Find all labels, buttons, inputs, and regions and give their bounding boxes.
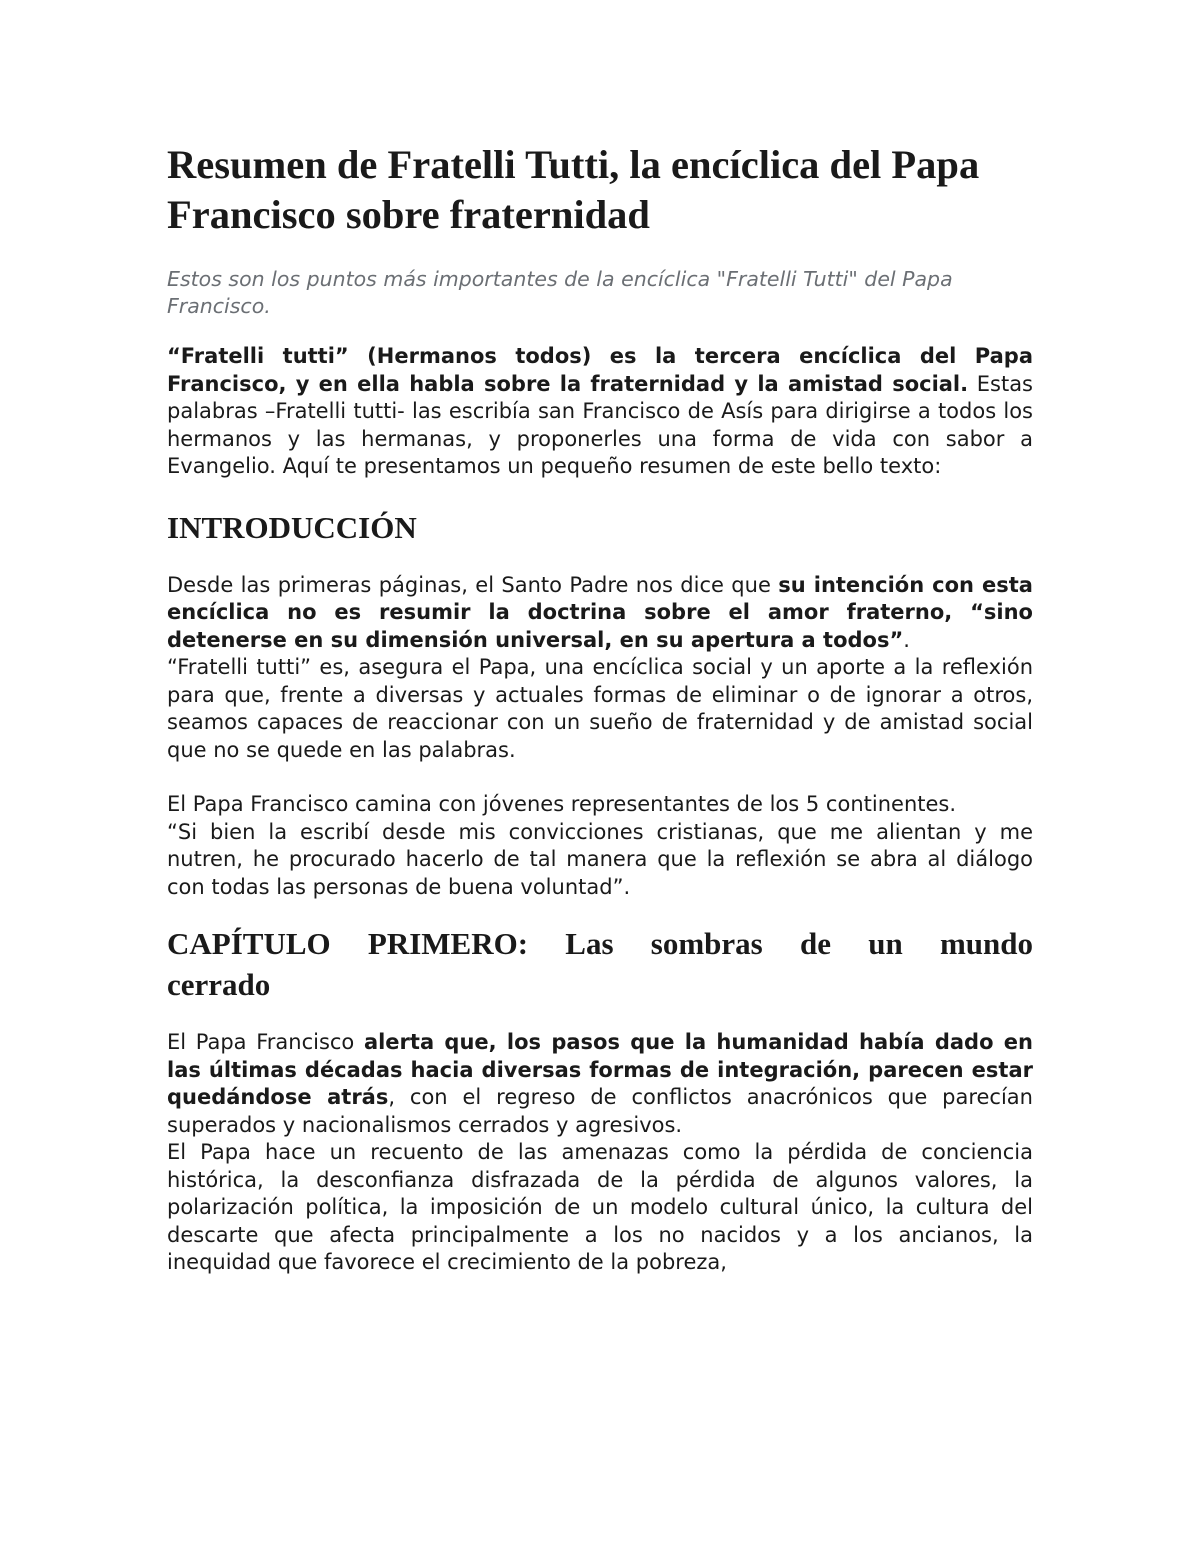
capitulo1-p1-end: , con el regreso de conflictos anacrónicos que parecían superados y nacionalismos cerrados y agresivos. <box>167 1085 1033 1137</box>
introduccion-p1-end: . <box>903 627 910 652</box>
section-heading-capitulo-primero: CAPÍTULO PRIMERO: Las sombras de un mundo cerrado <box>167 926 1033 1002</box>
document-page <box>167 140 1033 1277</box>
capitulo1-paragraph-2: El Papa hace un recuento de las amenazas como la pérdida de conciencia histórica, la desconfianza disfrazada de la pérdida de algunos valores, la polarización política, la imposición de un modelo cultural único, la cultura del descarte que afecta principalmente a los no nacidos y a los ancianos, la inequidad que favorece el crecimiento de la pobreza, <box>167 1140 1033 1274</box>
section-heading-introduccion: INTRODUCCIÓN <box>167 509 417 545</box>
intro-paragraph-text: Estas palabras –Fratelli tutti- las escribía san Francisco de Asís para dirigirse a todos los hermanos y las hermanas, y proponerles una forma de vida con sabor a Evangelio. Aquí te presentamos un pequeño resumen de este bello texto: <box>167 371 1033 478</box>
introduccion-p1-text: Desde las primeras páginas, el Santo Padre nos dice que <box>167 572 779 597</box>
capitulo1-p1-text: El Papa Francisco <box>167 1030 364 1054</box>
introduccion-paragraph-4: “Si bien la escribí desde mis convicciones cristianas, que me alientan y me nutren, he procurado hacerlo de tal manera que la reflexión se abra al diálogo con todas las personas de buena voluntad”. <box>167 819 1033 899</box>
capitulo1-paragraph-1 <box>167 1029 1033 1139</box>
introduccion-paragraph-2: “Fratelli tutti” es, asegura el Papa, una encíclica social y un aporte a la reflexión para que, frente a diversas y actuales formas de eliminar o de ignorar a otros, seamos capaces de reaccionar con un sueño de fraternidad y de amistad social que no se quede en las palabras. <box>167 655 1033 762</box>
introduccion-paragraph-1 <box>167 572 1033 655</box>
intro-paragraph <box>167 343 1033 481</box>
introduccion-p1-bold: su intención con esta encíclica no es resumir la doctrina sobre el amor fraterno, “sino detenerse en su dimensión universal, en su apertura a todos” <box>167 572 1033 652</box>
paragraph-gap <box>167 764 1033 791</box>
document-subtitle: Estos son los puntos más importantes de la encíclica "Fratelli Tutti" del Papa Francisco. <box>167 267 953 318</box>
capitulo1-p1-bold: alerta que, los pasos que la humanidad había dado en las últimas décadas hacia diversas formas de integración, parecen estar quedándose atrás <box>167 1030 1033 1109</box>
introduccion-paragraph-3: El Papa Francisco camina con jóvenes representantes de los 5 continentes. <box>167 792 957 816</box>
document-title: Resumen de Fratelli Tutti, la encíclica del Papa Francisco sobre fraternidad <box>167 142 980 237</box>
intro-paragraph-bold: “Fratelli tutti” (Hermanos todos) es la tercera encíclica del Papa Francisco, y en ella habla sobre la fraternidad y la amistad social. <box>167 344 1033 396</box>
